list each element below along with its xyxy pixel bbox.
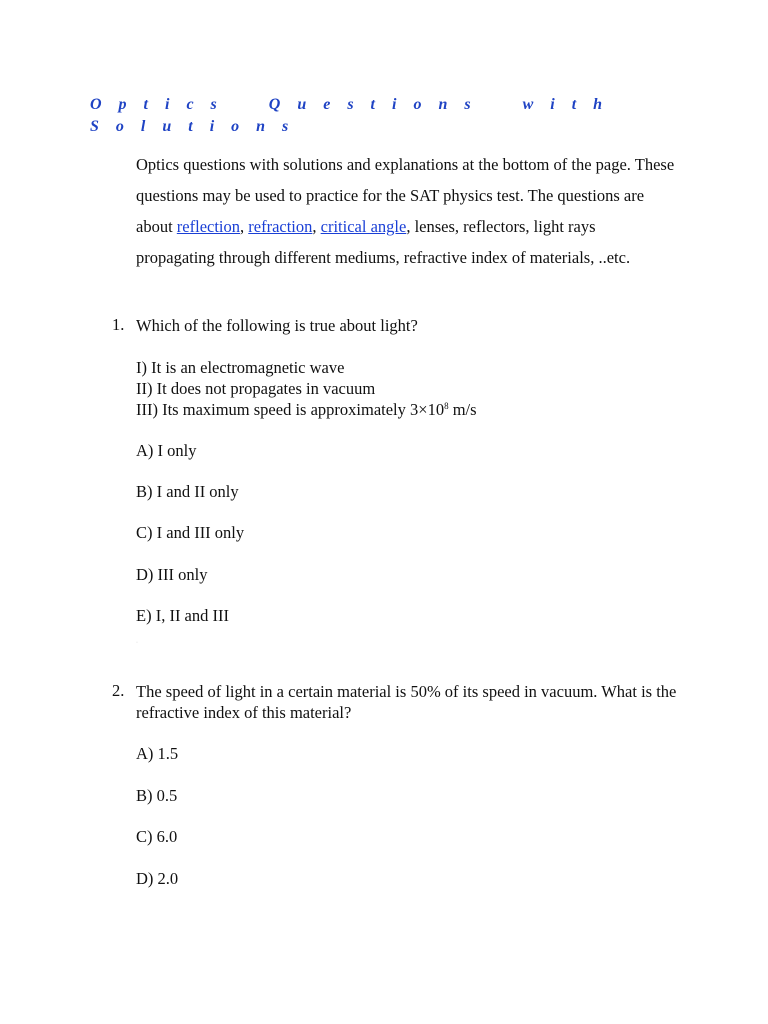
answer-option-d: D) III only xyxy=(136,565,208,584)
statement-3-text: III) Its maximum speed is approximately 3×10 xyxy=(136,400,445,419)
intro-paragraph xyxy=(136,149,676,273)
question-text: The speed of light in a certain material is 50% of its speed in vacuum. What is the refractive index of this material? xyxy=(136,682,677,722)
reflection-link[interactable]: reflection xyxy=(176,217,241,236)
question-number: 1. xyxy=(112,315,125,334)
question-1-statements xyxy=(136,357,477,420)
answer-option-a: A) I only xyxy=(136,441,197,460)
question-1 xyxy=(112,315,692,336)
intro-text-start: Optics questions with solutions and explanations at the bottom of the page. These questions may be used to practice for the SAT physics test. The questions are about xyxy=(136,155,675,236)
answer-option-d: D) 2.0 xyxy=(136,869,179,888)
statement-2: II) It does not propagates in vacuum xyxy=(136,379,376,398)
answer-option-b: B) I and II only xyxy=(136,482,239,501)
question-text: Which of the following is true about light? xyxy=(136,316,418,335)
answer-option-c: C) I and III only xyxy=(136,523,245,542)
answer-option-b: B) 0.5 xyxy=(136,786,178,805)
statement-1: I) It is an electromagnetic wave xyxy=(136,358,345,377)
refraction-link[interactable]: refraction xyxy=(248,217,313,236)
question-number: 2. xyxy=(112,681,125,700)
answer-option-e: E) I, II and III xyxy=(136,606,229,625)
exponent: 8 xyxy=(444,401,449,411)
page-title: Optics Questions with Solutions xyxy=(90,96,620,135)
intro-separator: , xyxy=(312,217,321,236)
statement-3 xyxy=(136,399,477,420)
intro-text-end: , lenses, reflectors, light rays propagating through different mediums, refractive index of materials, ..etc. xyxy=(136,217,631,267)
statement-3-unit: m/s xyxy=(448,400,477,419)
stray-mark: · xyxy=(136,640,138,646)
question-2 xyxy=(112,681,692,723)
answer-option-a: A) 1.5 xyxy=(136,744,179,763)
answer-option-c: C) 6.0 xyxy=(136,827,178,846)
intro-separator: , xyxy=(240,217,249,236)
critical-angle-link[interactable]: critical angle xyxy=(320,217,407,236)
